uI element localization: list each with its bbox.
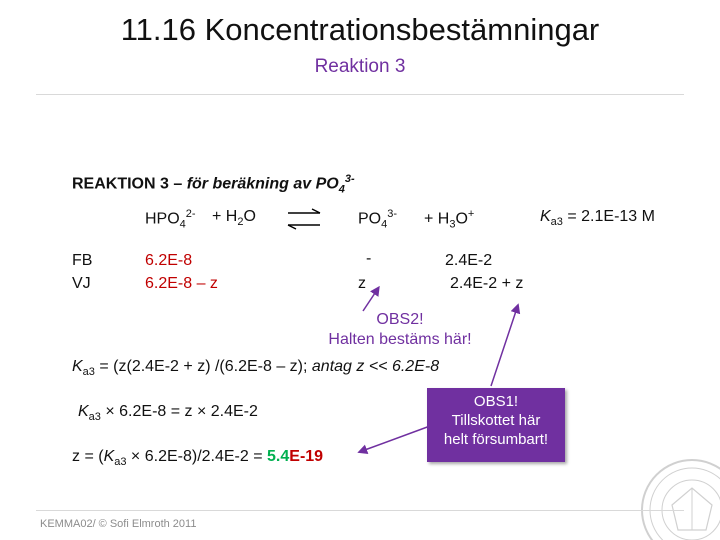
equilibrium-arrows-icon: [288, 209, 320, 229]
footer-credit: KEMMA02/ © Sofi Elmroth 2011: [40, 518, 197, 530]
equation-result: $z = (K_{a3} \times 6.2E-8)/2.4E-2 = 5.4E-19$: [72, 448, 324, 469]
slide-title: 11.16 Koncentrationsbestämningar: [120, 12, 600, 47]
obs2-title: OBS2!: [376, 311, 424, 328]
result-exponent: E-19: [289, 448, 324, 465]
vj-h3o-value: 2.4E-2 + z: [450, 275, 524, 292]
footer-divider: [36, 510, 684, 511]
obs1-title: OBS1!: [473, 393, 519, 410]
fb-product-value: -: [366, 250, 372, 267]
equation-rearranged: $K_{a3} \times 6.2E-8 = z \times 2.4E-2$: [78, 403, 258, 424]
reactant-h2o: + $H_2O$: [212, 208, 256, 229]
obs2-text: Halten bestäms här!: [328, 331, 472, 348]
obs1-line2: Tillskottet här: [451, 412, 541, 429]
obs1-pointer-arrow-left: [362, 426, 430, 451]
row-label-vj: VJ: [72, 275, 91, 292]
obs2-note: [285, 310, 515, 350]
heading-prefix: REAKTION 3 –: [72, 175, 187, 193]
slide-subtitle: Reaktion 3: [314, 56, 406, 77]
heading-sup: 3-: [344, 173, 355, 185]
result-value: 5.4: [267, 448, 290, 465]
ka3-constant: $K_{a3} = 2.1E-13$ M: [540, 208, 655, 229]
product-po4: $PO_4^{3-}$: [358, 208, 398, 231]
fb-reactant-value: 6.2E-8: [145, 252, 193, 269]
university-seal-icon: [642, 460, 720, 540]
reactant-hpo4: $HPO_4^{2-}$: [145, 208, 196, 231]
fb-h3o-value: 2.4E-2: [445, 252, 493, 269]
heading-italic: för beräkning av PO: [186, 175, 339, 193]
obs2-pointer-arrow: [363, 290, 377, 311]
vj-product-value: z: [358, 275, 366, 292]
equation-ka3-expression: $K_{a3} = (z(2.4E-2 + z)$ /(6.2E-8 – z); antag z << 6.2E-8: [72, 358, 440, 379]
vj-reactant-value: 6.2E-8 – z: [145, 275, 218, 292]
obs1-callout: [427, 388, 565, 462]
heading-sub: 4: [338, 183, 345, 196]
obs1-line3: helt försumbart!: [443, 431, 549, 448]
product-h3o: + $H_3O^+$: [424, 208, 475, 231]
row-label-fb: FB: [72, 252, 93, 269]
